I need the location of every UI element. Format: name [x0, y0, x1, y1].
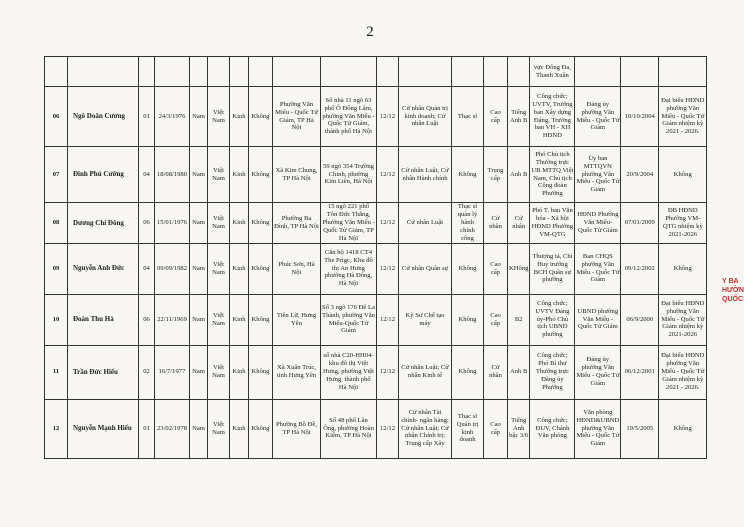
candidate-code-cell: 06 [139, 294, 155, 345]
candidate-name-cell: Trần Đức Hiếu [68, 345, 139, 399]
specialty-cell: Cử nhân Luật; Cử nhân Kinh tế [399, 345, 452, 399]
candidate-name-cell: Đinh Phú Cường [68, 147, 139, 203]
gender-cell: Nam [190, 243, 208, 294]
candidate-code-cell: 04 [139, 147, 155, 203]
foreign-language-cell: Anh B [508, 345, 530, 399]
foreign-language-cell: B2 [508, 294, 530, 345]
previous-row-tail [45, 57, 707, 87]
political-theory-cell: Cao cấp [484, 87, 508, 147]
general-education-cell: 12/12 [377, 147, 399, 203]
workplace-cell: Văn phòng HĐND&UBND phường Văn Miếu - Quốc Tử Giám [575, 399, 621, 458]
current-position-cell: Phó Chủ tịch Thường trực UB MTTQ Việt Nam, Chủ tịch Công đoàn Phường [530, 147, 575, 203]
party-join-date-cell: 10/10/2004 [621, 87, 659, 147]
edge-stamp-fragment: Y BA HƯỜN QUỐC [722, 278, 744, 303]
page-number: 2 [366, 24, 374, 40]
religion-cell: Không [249, 294, 273, 345]
religion-cell: Không [249, 243, 273, 294]
residence-cell: Căn hộ 1418 CT4 The Prigc, Khu đô thị An Hưng phường Hà Đông, Hà Nội [321, 243, 377, 294]
ethnicity-cell: Kinh [230, 399, 249, 458]
party-join-date-cell: 07/01/2009 [621, 203, 659, 244]
ethnicity-cell: Kinh [230, 294, 249, 345]
hometown-cell: Xã Xuân Trúc, tỉnh Hưng Yên [273, 345, 321, 399]
general-education-cell: 12/12 [377, 243, 399, 294]
residence-cell: số nhà C20-HH04-khu đô thị Việt Hưng, phường Việt Hưng, thành phố Hà Nội [321, 345, 377, 399]
foreign-language-cell: Anh B [508, 147, 530, 203]
candidate-table [44, 56, 707, 459]
row-number-cell: 12 [45, 399, 68, 458]
party-join-date-cell: 19/5/2005 [621, 399, 659, 458]
hometown-cell: Xã Kim Chung, TP Hà Nội [273, 147, 321, 203]
previous-position-tail: vực Đông Đa, Thanh Xuân [530, 57, 575, 87]
candidate-code-cell: 04 [139, 243, 155, 294]
delegate-status-cell: Đại biểu HĐND phường Văn Miếu - Quốc Tử Giám nhiệm kỳ 2021-2026 [659, 294, 707, 345]
residence-cell: 15 ngõ 221 phố Tôn Đức Thắng, Phường Văn Miếu - Quốc Tử Giám, TP Hà Nội [322, 203, 375, 242]
nationality-cell: Việt Nam [208, 294, 230, 345]
delegate-status-cell: Đại biểu HĐND phường Văn Miếu - Quốc Tử Giám nhiệm kỳ 2021 - 2026. [659, 87, 707, 147]
general-education-cell: 12/12 [377, 203, 399, 244]
delegate-status-cell: Đại biểu HĐND phường Văn Miếu - Quốc Tử Giám nhiệm kỳ 2021 - 2026. [659, 345, 707, 399]
workplace-cell: Đảng ủy phường Văn Miếu - Quốc Tử Giám [575, 345, 621, 399]
specialty-cell: Cử nhân Luật, Cử nhân Hành chính [399, 147, 452, 203]
ethnicity-cell: Kinh [230, 203, 249, 244]
delegate-status-cell: Không [659, 147, 707, 203]
birth-date-cell: 15/01/1976 [155, 203, 190, 244]
current-position-cell: Công chức; UVTV Đảng ủy-Phó Chủ tịch UBND phường [530, 294, 575, 345]
general-education-cell: 12/12 [377, 87, 399, 147]
hometown-cell: Phúc Sơn, Hà Nội [273, 243, 321, 294]
table-row [45, 399, 707, 458]
hometown-cell: Phường Văn Miếu - Quốc Tử Giám, TP Hà Nội [273, 87, 321, 147]
birth-date-cell: 23/02/1978 [155, 399, 190, 458]
general-education-cell: 12/12 [377, 345, 399, 399]
religion-cell: Không [249, 399, 273, 458]
academic-degree-cell: Thạc sĩ quản lý hành chính công [452, 203, 484, 244]
candidate-name-cell: Ngô Doãn Cương [68, 87, 139, 147]
row-number-cell: 11 [45, 345, 68, 399]
party-join-date-cell: 09/12/2002 [621, 243, 659, 294]
political-theory-cell: Trung cấp [484, 147, 508, 203]
academic-degree-cell: Không [452, 147, 484, 203]
row-number-cell: 10 [45, 294, 68, 345]
academic-degree-cell: Thạc sĩ [452, 87, 484, 147]
table-row [45, 243, 707, 294]
workplace-cell: Ủy ban MTTQVN phường Văn Miếu - Quốc Tử Giám [575, 147, 621, 203]
workplace-cell: Đảng ủy phường Văn Miếu - Quốc Tử Giám [575, 87, 621, 147]
ethnicity-cell: Kinh [230, 87, 249, 147]
general-education-cell: 12/12 [377, 294, 399, 345]
hometown-cell: Phường Ba Đình, TP Hà Nội [273, 203, 321, 244]
religion-cell: Không [249, 345, 273, 399]
foreign-language-cell: Tiếng Anh bậc 3/6 [508, 399, 530, 458]
foreign-language-cell: Cử nhân [508, 203, 530, 244]
current-position-cell: Phó T. ban Văn hóa - Xã hội HĐND Phường VM-QTG [530, 203, 575, 244]
workplace-cell: Ban CHQS phường Văn Miếu - Quốc Tử Giám [575, 243, 621, 294]
specialty-cell: Cử nhân Quản trị kinh doanh; Cử nhân Luật [399, 87, 452, 147]
general-education-cell: 12/12 [377, 399, 399, 458]
hometown-cell: Phường Bồ Đề, TP Hà Nội [273, 399, 321, 458]
nationality-cell: Việt Nam [208, 203, 230, 244]
gender-cell: Nam [190, 399, 208, 458]
residence-cell: Số 3 ngõ 176 Đê La Thành, phường Văn Miếu-Quốc Tử Giám [321, 294, 377, 345]
specialty-cell: Cử nhân Tài chính- ngân hàng; Cử nhân Luật; Cử nhân Chính trị; Trung cấp Xây [399, 399, 452, 458]
birth-date-cell: 24/3/1976 [155, 87, 190, 147]
row-number-cell: 09 [45, 243, 68, 294]
candidate-name-cell: Dương Chí Đông [68, 203, 139, 244]
row-number-cell: 06 [45, 87, 68, 147]
nationality-cell: Việt Nam [208, 87, 230, 147]
residence-cell: Số nhà 11 ngõ 63 phố Ô Đông Lâm, phường Văn Miếu - Quốc Tử Giám, thành phố Hà Nội [321, 87, 377, 147]
current-position-cell: Công chức; UVTV, Trưởng ban Xây dựng Đảng, Trưởng ban VH - XH HĐND [530, 87, 575, 147]
academic-degree-cell: Không [452, 345, 484, 399]
table-row [45, 87, 707, 147]
nationality-cell: Việt Nam [208, 399, 230, 458]
political-theory-cell: Cử nhân [484, 345, 508, 399]
ethnicity-cell: Kinh [230, 147, 249, 203]
party-join-date-cell: 06/9/2000 [621, 294, 659, 345]
birth-date-cell: 18/08/1980 [155, 147, 190, 203]
birth-date-cell: 16/7/1977 [155, 345, 190, 399]
current-position-cell: Công chức; ĐUV, Chánh Văn phòng [530, 399, 575, 458]
candidate-name-cell: Nguyễn Anh Đức [68, 243, 139, 294]
religion-cell: Không [249, 203, 273, 244]
academic-degree-cell: Không [452, 243, 484, 294]
current-position-cell: Công chức; Phó Bí thư Thường trực Đảng ủy Phường [530, 345, 575, 399]
gender-cell: Nam [190, 345, 208, 399]
academic-degree-cell: Không [452, 294, 484, 345]
residence-cell: Số 48 phố Lãn Ông, phường Hoàn Kiếm, TP Hà Nội [321, 399, 377, 458]
candidate-code-cell: 06 [139, 203, 155, 244]
specialty-cell: Cử nhân Quân sự [399, 243, 452, 294]
foreign-language-cell: KHông [508, 243, 530, 294]
political-theory-cell: Cao cấp [484, 399, 508, 458]
current-position-cell: Thượng tá, Chỉ Huy trưởng BCH Quân sự phường [530, 243, 575, 294]
workplace-cell: UBND phường Văn Miếu - Quốc Tử Giám [575, 294, 621, 345]
specialty-cell: Kỹ Sư Chế tạo máy [399, 294, 452, 345]
religion-cell: Không [249, 87, 273, 147]
row-number-cell: 07 [45, 147, 68, 203]
candidate-name-cell: Đoàn Thu Hà [68, 294, 139, 345]
workplace-cell: HĐND Phường Văn Miếu-Quốc Tử Giám [575, 203, 621, 244]
candidate-name-cell: Nguyễn Mạnh Hiếu [68, 399, 139, 458]
political-theory-cell: Cao cấp [484, 243, 508, 294]
table-row [45, 147, 707, 203]
residence-cell: 59 ngõ 354 Trường Chinh, phường Kim Liên, Hà Nội [321, 147, 377, 203]
nationality-cell: Việt Nam [208, 147, 230, 203]
table-row [45, 294, 707, 345]
gender-cell: Nam [190, 203, 208, 244]
political-theory-cell: Cao cấp [484, 294, 508, 345]
party-join-date-cell: 20/9/2004 [621, 147, 659, 203]
academic-degree-cell: Thạc sĩ Quản trị kinh doanh [452, 399, 484, 458]
religion-cell: Không [249, 147, 273, 203]
nationality-cell: Việt Nam [208, 243, 230, 294]
table-row [45, 203, 707, 244]
table-row [45, 345, 707, 399]
gender-cell: Nam [190, 294, 208, 345]
foreign-language-cell: Tiếng Anh B [508, 87, 530, 147]
hometown-cell: Tiên Lữ, Hưng Yên [273, 294, 321, 345]
specialty-cell: Cử nhân Luật [399, 203, 452, 244]
birth-date-cell: 22/11/1969 [155, 294, 190, 345]
ethnicity-cell: Kinh [230, 345, 249, 399]
birth-date-cell: 09/09/1982 [155, 243, 190, 294]
delegate-status-cell: ĐB HĐND Phường VM-QTG nhiệm kỳ 2021-2026 [659, 203, 707, 244]
delegate-status-cell: Không [659, 243, 707, 294]
ethnicity-cell: Kinh [230, 243, 249, 294]
candidate-code-cell: 02 [139, 345, 155, 399]
political-theory-cell: Cử nhân [484, 203, 508, 244]
candidate-code-cell: 01 [139, 87, 155, 147]
party-join-date-cell: 06/12/2001 [621, 345, 659, 399]
gender-cell: Nam [190, 87, 208, 147]
row-number-cell: 08 [45, 203, 68, 244]
gender-cell: Nam [190, 147, 208, 203]
candidate-code-cell: 01 [139, 399, 155, 458]
nationality-cell: Việt Nam [208, 345, 230, 399]
delegate-status-cell: Không [659, 399, 707, 458]
